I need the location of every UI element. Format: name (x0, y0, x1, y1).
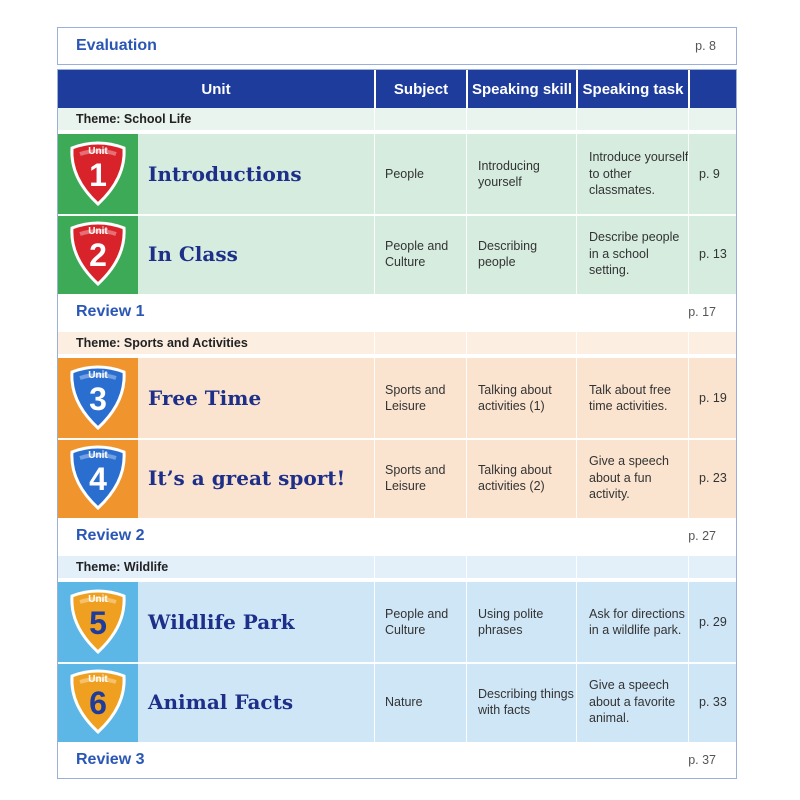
unit-badge-label: Unit (88, 226, 108, 237)
review-page: p. 27 (688, 529, 716, 543)
unit-subject: People and Culture (385, 606, 449, 637)
unit-badge-label: Unit (88, 450, 108, 461)
unit-speaking-skill: Describing people (478, 238, 538, 269)
theme-label: Theme: School Life (76, 112, 192, 126)
unit-badge-number: 6 (89, 685, 107, 721)
row-divider (58, 662, 736, 664)
unit-badge-number: 3 (89, 381, 107, 417)
unit-page[interactable]: p. 19 (699, 390, 727, 405)
column-divider (374, 108, 375, 294)
column-divider (374, 332, 375, 518)
review-title: Review 2 (76, 527, 145, 544)
unit-row (58, 214, 736, 294)
theme-row (58, 556, 736, 578)
column-divider (576, 332, 577, 518)
theme-row (58, 108, 736, 130)
review-title: Review 1 (76, 303, 145, 320)
header-speaking-skill: Speaking skill (468, 70, 576, 108)
unit-speaking-task: Talk about free time activities. (589, 382, 671, 413)
review-row[interactable] (57, 742, 737, 778)
evaluation-bar (57, 27, 737, 65)
review-row[interactable] (57, 294, 737, 330)
unit-page[interactable]: p. 13 (699, 246, 727, 261)
column-divider (374, 556, 375, 742)
unit-row (58, 662, 736, 742)
unit-title[interactable]: Wildlife Park (148, 610, 295, 634)
review-title: Review 3 (76, 751, 145, 768)
header-speaking-task: Speaking task (578, 70, 688, 108)
unit-badge-label: Unit (88, 146, 108, 157)
evaluation-title: Evaluation (76, 37, 157, 54)
unit-page[interactable]: p. 23 (699, 470, 727, 485)
column-divider (466, 556, 467, 742)
unit-page[interactable]: p. 9 (699, 166, 720, 181)
header-page (690, 70, 736, 108)
review-row[interactable] (57, 518, 737, 554)
unit-subject: Sports and Leisure (385, 382, 446, 413)
unit-speaking-skill: Describing things with facts (478, 686, 574, 717)
unit-title[interactable]: It’s a great sport! (148, 466, 346, 490)
unit-badge-number: 1 (89, 157, 107, 193)
header-unit: Unit (58, 70, 374, 108)
unit-badge-number: 5 (89, 605, 107, 641)
unit-title[interactable]: In Class (148, 242, 238, 266)
unit-speaking-skill: Introducing yourself (478, 158, 540, 189)
unit-speaking-task: Give a speech about a fun activity. (589, 454, 669, 502)
row-divider (58, 354, 736, 358)
unit-speaking-task: Ask for directions in a wildlife park. (589, 606, 685, 637)
unit-row (58, 358, 736, 438)
unit-speaking-task: Give a speech about a favorite animal. (589, 678, 676, 726)
unit-badge-icon (58, 662, 138, 742)
unit-speaking-skill: Using polite phrases (478, 606, 544, 637)
unit-subject: Sports and Leisure (385, 462, 446, 493)
unit-badge-icon (58, 438, 138, 518)
row-divider (58, 214, 736, 216)
column-divider (576, 108, 577, 294)
unit-row (58, 134, 736, 214)
header-divider (576, 70, 578, 108)
column-divider (466, 332, 467, 518)
unit-badge-number: 4 (89, 461, 107, 497)
unit-badge-label: Unit (88, 594, 108, 605)
unit-title[interactable]: Introductions (148, 162, 302, 186)
theme-label: Theme: Sports and Activities (76, 336, 248, 350)
unit-title[interactable]: Animal Facts (148, 690, 294, 714)
header-subject: Subject (376, 70, 466, 108)
row-divider (58, 438, 736, 440)
unit-row (58, 438, 736, 518)
column-divider (688, 332, 689, 518)
unit-page[interactable]: p. 29 (699, 614, 727, 629)
unit-subject: People and Culture (385, 238, 449, 269)
unit-speaking-task: Describe people in a school setting. (589, 230, 680, 278)
header-divider (466, 70, 468, 108)
column-divider (688, 556, 689, 742)
theme-row (58, 332, 736, 354)
row-divider (58, 130, 736, 134)
unit-badge-label: Unit (88, 674, 108, 685)
column-divider (688, 108, 689, 294)
review-page: p. 17 (688, 305, 716, 319)
unit-subject: People (385, 166, 424, 181)
column-divider (576, 556, 577, 742)
unit-subject: Nature (385, 694, 423, 709)
unit-badge-number: 2 (89, 237, 107, 273)
column-divider (466, 108, 467, 294)
unit-page[interactable]: p. 33 (699, 694, 727, 709)
evaluation-page: p. 8 (695, 39, 716, 53)
unit-badge-icon (58, 214, 138, 294)
unit-badge-label: Unit (88, 370, 108, 381)
theme-label: Theme: Wildlife (76, 560, 169, 574)
unit-speaking-skill: Talking about activities (1) (478, 382, 552, 413)
unit-badge-icon (58, 358, 138, 438)
unit-title[interactable]: Free Time (148, 386, 262, 410)
unit-speaking-skill: Talking about activities (2) (478, 462, 552, 493)
unit-row (58, 582, 736, 662)
review-page: p. 37 (688, 753, 716, 767)
unit-badge-icon (58, 582, 138, 662)
row-divider (58, 578, 736, 582)
unit-speaking-task: Introduce yourself to other classmates. (589, 150, 689, 198)
header-divider (688, 70, 690, 108)
header-divider (374, 70, 376, 108)
unit-badge-icon (58, 134, 138, 214)
